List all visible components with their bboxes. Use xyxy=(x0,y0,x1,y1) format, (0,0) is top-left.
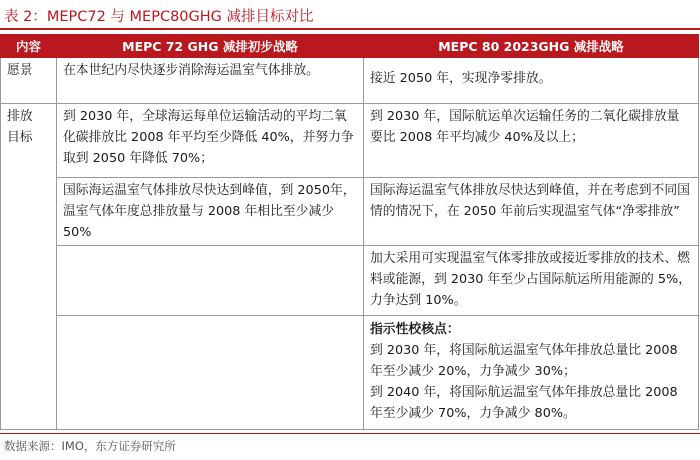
checkpoint-2030: 到 2030 年，将国际航运温室气体年排放总量比 2008 年至少减少 20%，力争减少 30%； xyxy=(370,343,678,379)
table-row-vision xyxy=(1,58,699,104)
vision-mepc72-text: 在本世纪内尽快逐步消除海运温室气体排放。 xyxy=(63,63,319,78)
row-label-vision xyxy=(1,58,57,104)
cell-vision-mepc80 xyxy=(364,58,699,104)
t1-mepc80-text: 到 2030 年，国际航运单次运输任务的二氧化碳排放量要比 2008 年平均减少 40%及以上； xyxy=(370,109,680,145)
t2-mepc80-text: 国际海运温室气体排放尽快达到峰值，并在考虑到不同国情的情况下，在 2050 年前后实现温室气体“净零排放” xyxy=(370,183,690,219)
checkpoint-2040: 到 2040 年，将国际航运温室气体年排放总量比 2008 年至少减少 70%，力争减少 80%。 xyxy=(370,385,678,421)
header-mepc80: MEPC 80 2023GHG 减排战略 xyxy=(364,35,699,58)
cell-t3-mepc72 xyxy=(57,246,364,316)
cell-vision-mepc72 xyxy=(57,58,364,104)
t3-mepc80-text: 加大采用可实现温室气体零排放或接近零排放的技术、燃料或能源，到 2030 年至少占国际航运所用能源的 5%，力争达到 10%。 xyxy=(370,251,692,308)
bottom-divider xyxy=(0,433,700,434)
cell-t2-mepc80 xyxy=(364,178,699,246)
header-mepc72: MEPC 72 GHG 减排初步战略 xyxy=(57,35,364,58)
vision-label-text: 愿景 xyxy=(7,63,33,78)
vision-mepc80-text: 接近 2050 年，实现净零排放。 xyxy=(370,71,552,86)
cell-t4-mepc72 xyxy=(57,316,364,430)
targets-label-text: 排放目标 xyxy=(7,109,33,145)
t2-mepc72-text: 国际海运温室气体排放尽快达到峰值，到 2050年，温室气体年度总排放量与 2008 年相比至少减少 50% xyxy=(63,183,356,240)
checkpoint-heading: 指示性校核点： xyxy=(370,322,460,337)
header-content: 内容 xyxy=(1,35,57,58)
row-label-targets xyxy=(1,104,57,430)
table-row-target-2 xyxy=(1,178,699,246)
cell-t3-mepc80 xyxy=(364,246,699,316)
comparison-table xyxy=(0,34,699,430)
table-row-target-1 xyxy=(1,104,699,178)
cell-t1-mepc72 xyxy=(57,104,364,178)
table-row-target-4 xyxy=(1,316,699,430)
table-title: 表 2：MEPC72 与 MEPC80GHG 减排目标对比 xyxy=(4,9,314,25)
source-note: 数据来源：IMO，东方证券研究所 xyxy=(4,439,176,453)
cell-t4-mepc80 xyxy=(364,316,699,430)
t1-mepc72-text: 到 2030 年，全球海运每单位运输活动的平均二氧化碳排放比 2008 年平均至少降低 40%，并努力争取到 2050 年降低 70%； xyxy=(63,109,354,166)
table-header-row xyxy=(1,35,699,58)
cell-t2-mepc72 xyxy=(57,178,364,246)
table-title-bar xyxy=(0,0,700,30)
cell-t1-mepc80 xyxy=(364,104,699,178)
table-row-target-3 xyxy=(1,246,699,316)
